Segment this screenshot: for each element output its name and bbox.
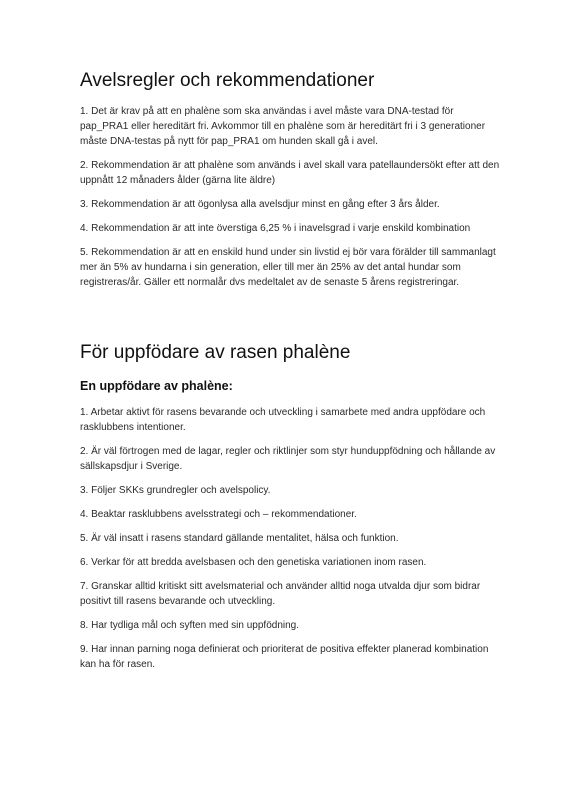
breeder-item: 4. Beaktar rasklubbens avelsstrategi och – rekommendationer. (80, 509, 357, 520)
rule-item: 2. Rekommendation är att phalène som används i avel skall vara patellaundersökt efter att den uppnått 12 månaders ålder (gärna lite äldre) (80, 160, 500, 186)
breeder-item: 2. Är väl förtrogen med de lagar, regler och riktlinjer som styr hunduppfödning och hållande av sällskapsdjur i Sverige. (80, 446, 496, 472)
rule-item: 4. Rekommendation är att inte överstiga 6,25 % i inavelsgrad i varje enskild kombination (80, 223, 471, 234)
breeder-item: 9. Har innan parning noga definierat och prioriterat de positiva effekter planerad kombination kan ha för rasen. (80, 644, 489, 670)
section-heading-breeders: För uppfödare av rasen phalène (80, 342, 351, 363)
document-page (80, 70, 500, 681)
breeder-item: 3. Följer SKKs grundregler och avelspolicy. (80, 485, 271, 496)
rule-item: 1. Det är krav på att en phalène som ska användas i avel måste vara DNA-testad för pap_PRA1 eller hereditärt fri. Avkommor till en phalène som är hereditärt fri i 3 generationer måste DNA-testas på nytt för pap_PRA1 om hunden skall gå i avel. (80, 106, 486, 147)
breeder-item: 6. Verkar för att bredda avelsbasen och den genetiska variationen inom rasen. (80, 557, 427, 568)
breeder-item: 1. Arbetar aktivt för rasens bevarande och utveckling i samarbete med andra uppfödare och rasklubbens intentioner. (80, 407, 486, 433)
rule-item: 3. Rekommendation är att ögonlysa alla avelsdjur minst en gång efter 3 års ålder. (80, 199, 440, 210)
section-heading-breeding-rules: Avelsregler och rekommendationer (80, 70, 375, 91)
breeder-item: 7. Granskar alltid kritiskt sitt avelsmaterial och använder alltid noga utvalda djur som bidrar positivt till rasens bevarande och utveckling. (80, 581, 481, 607)
breeder-item: 5. Är väl insatt i rasens standard gällande mentalitet, hälsa och funktion. (80, 533, 399, 544)
section-subheading: En uppfödare av phalène: (80, 379, 233, 393)
breeder-item: 8. Har tydliga mål och syften med sin uppfödning. (80, 620, 300, 631)
rule-item: 5. Rekommendation är att en enskild hund under sin livstid ej bör vara förälder till sammanlagt mer än 5% av hundarna i sin generation, eller till mer än 25% av det antal hundar som registreras/år. Gäller ett normalår dvs medeltalet av de senaste 5 årens registreringar. (80, 247, 496, 288)
